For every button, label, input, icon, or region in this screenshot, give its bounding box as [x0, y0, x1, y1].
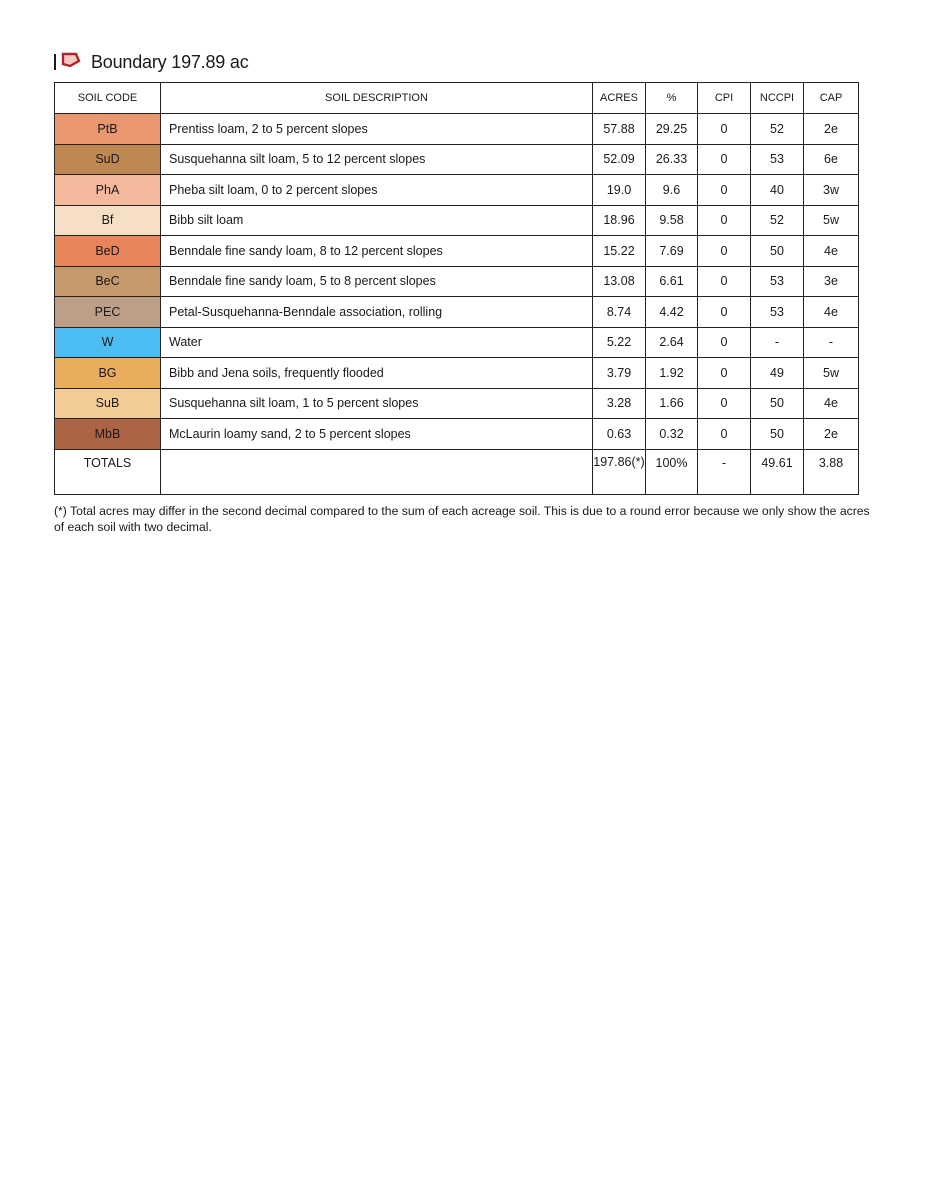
cpi-cell: 0 — [698, 175, 751, 206]
nccpi-cell: 40 — [751, 175, 804, 206]
soil-description-cell: Petal-Susquehanna-Benndale association, rolling — [161, 297, 593, 328]
acres-cell: 57.88 — [593, 114, 646, 145]
percent-cell: 9.58 — [646, 205, 698, 236]
acres-cell: 5.22 — [593, 327, 646, 358]
soil-description-cell: McLaurin loamy sand, 2 to 5 percent slopes — [161, 419, 593, 450]
percent-cell: 2.64 — [646, 327, 698, 358]
soil-code-cell: BG — [55, 358, 161, 389]
page-title: Boundary 197.89 ac — [91, 51, 249, 72]
acres-cell: 13.08 — [593, 266, 646, 297]
percent-cell: 1.92 — [646, 358, 698, 389]
cap-cell: 2e — [804, 419, 859, 450]
acres-cell: 8.74 — [593, 297, 646, 328]
acres-cell: 3.79 — [593, 358, 646, 389]
acres-cell: 3.28 — [593, 388, 646, 419]
footnote: (*) Total acres may differ in the second decimal compared to the sum of each acreage soil. This is due to a round error because we only show the acres of each soil with two decimal. — [54, 504, 870, 534]
nccpi-cell: 49 — [751, 358, 804, 389]
table-row — [55, 205, 859, 236]
soil-code-cell: SuB — [55, 388, 161, 419]
cpi-cell: 0 — [698, 144, 751, 175]
cpi-cell: 0 — [698, 205, 751, 236]
cap-cell: - — [804, 327, 859, 358]
table-row — [55, 297, 859, 328]
acres-cell: 18.96 — [593, 205, 646, 236]
table-row — [55, 236, 859, 267]
table-header-row — [55, 83, 859, 114]
table-row — [55, 327, 859, 358]
table-row — [55, 388, 859, 419]
acres-cell: 52.09 — [593, 144, 646, 175]
column-header-acres: ACRES — [593, 83, 646, 114]
nccpi-cell: - — [751, 327, 804, 358]
percent-cell: 4.42 — [646, 297, 698, 328]
acres-cell: 19.0 — [593, 175, 646, 206]
cpi-cell: 0 — [698, 236, 751, 267]
soil-description-cell: Susquehanna silt loam, 5 to 12 percent slopes — [161, 144, 593, 175]
totals-row — [55, 449, 859, 494]
cpi-cell: 0 — [698, 419, 751, 450]
nccpi-cell: 52 — [751, 205, 804, 236]
table-row — [55, 266, 859, 297]
column-header-nccpi: NCCPI — [751, 83, 804, 114]
percent-cell: 6.61 — [646, 266, 698, 297]
cap-cell: 5w — [804, 205, 859, 236]
soil-description-cell: Water — [161, 327, 593, 358]
table-row — [55, 144, 859, 175]
nccpi-cell: 50 — [751, 236, 804, 267]
cpi-cell: 0 — [698, 388, 751, 419]
acres-cell: 0.63 — [593, 419, 646, 450]
nccpi-cell: 53 — [751, 144, 804, 175]
soil-code-cell: Bf — [55, 205, 161, 236]
soil-code-cell: W — [55, 327, 161, 358]
nccpi-cell: 52 — [751, 114, 804, 145]
cap-cell: 4e — [804, 236, 859, 267]
totals-nccpi: 49.61 — [751, 449, 804, 494]
totals-percent: 100% — [646, 449, 698, 494]
column-header-soil-description: SOIL DESCRIPTION — [161, 83, 593, 114]
cpi-cell: 0 — [698, 358, 751, 389]
cpi-cell: 0 — [698, 266, 751, 297]
percent-cell: 1.66 — [646, 388, 698, 419]
soil-description-cell: Pheba silt loam, 0 to 2 percent slopes — [161, 175, 593, 206]
totals-cap: 3.88 — [804, 449, 859, 494]
totals-acres: 197.86(*) — [593, 449, 646, 494]
nccpi-cell: 53 — [751, 266, 804, 297]
header-divider — [54, 54, 56, 70]
soil-description-cell: Bibb and Jena soils, frequently flooded — [161, 358, 593, 389]
soil-description-cell: Benndale fine sandy loam, 5 to 8 percent slopes — [161, 266, 593, 297]
nccpi-cell: 53 — [751, 297, 804, 328]
soil-description-cell: Benndale fine sandy loam, 8 to 12 percent slopes — [161, 236, 593, 267]
cap-cell: 6e — [804, 144, 859, 175]
percent-cell: 26.33 — [646, 144, 698, 175]
soil-description-cell: Susquehanna silt loam, 1 to 5 percent slopes — [161, 388, 593, 419]
cpi-cell: 0 — [698, 327, 751, 358]
totals-cpi: - — [698, 449, 751, 494]
column-header-soil-code: SOIL CODE — [55, 83, 161, 114]
percent-cell: 7.69 — [646, 236, 698, 267]
percent-cell: 9.6 — [646, 175, 698, 206]
soil-code-cell: PEC — [55, 297, 161, 328]
cap-cell: 4e — [804, 297, 859, 328]
totals-label: TOTALS — [55, 449, 161, 494]
cpi-cell: 0 — [698, 114, 751, 145]
totals-description-cell — [161, 449, 593, 494]
soil-code-cell: PtB — [55, 114, 161, 145]
table-row — [55, 175, 859, 206]
soil-table — [54, 82, 859, 495]
table-row — [55, 419, 859, 450]
table-row — [55, 114, 859, 145]
column-header-cap: CAP — [804, 83, 859, 114]
cap-cell: 3w — [804, 175, 859, 206]
cap-cell: 2e — [804, 114, 859, 145]
cap-cell: 3e — [804, 266, 859, 297]
cap-cell: 5w — [804, 358, 859, 389]
soil-code-cell: MbB — [55, 419, 161, 450]
nccpi-cell: 50 — [751, 419, 804, 450]
soil-description-cell: Prentiss loam, 2 to 5 percent slopes — [161, 114, 593, 145]
nccpi-cell: 50 — [751, 388, 804, 419]
page-header — [54, 50, 249, 74]
soil-code-cell: BeD — [55, 236, 161, 267]
soil-code-cell: BeC — [55, 266, 161, 297]
cpi-cell: 0 — [698, 297, 751, 328]
percent-cell: 29.25 — [646, 114, 698, 145]
cap-cell: 4e — [804, 388, 859, 419]
soil-code-cell: SuD — [55, 144, 161, 175]
column-header-cpi: CPI — [698, 83, 751, 114]
percent-cell: 0.32 — [646, 419, 698, 450]
table-row — [55, 358, 859, 389]
boundary-polygon-icon — [61, 52, 91, 73]
column-header-percent: % — [646, 83, 698, 114]
soil-description-cell: Bibb silt loam — [161, 205, 593, 236]
acres-cell: 15.22 — [593, 236, 646, 267]
soil-code-cell: PhA — [55, 175, 161, 206]
